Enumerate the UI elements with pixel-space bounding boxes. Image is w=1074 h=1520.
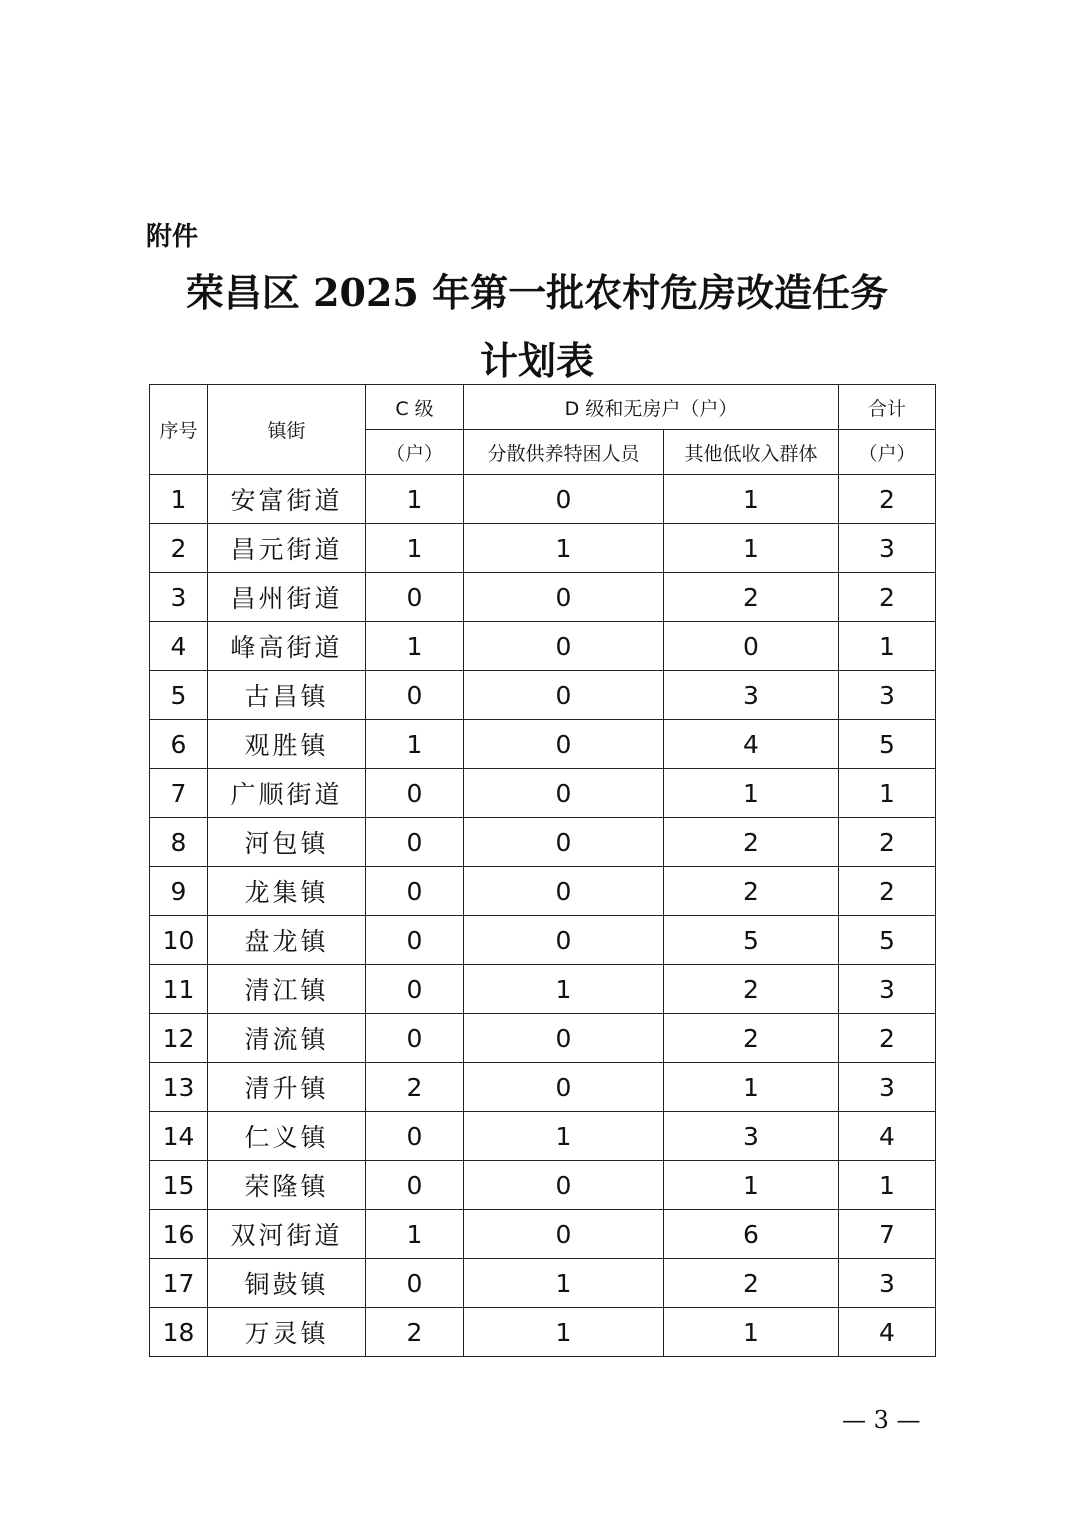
- cell-c-level: 1: [366, 622, 464, 671]
- cell-d-sub2: 1: [664, 475, 839, 524]
- table-row: [150, 1112, 936, 1161]
- cell-total: 1: [839, 1161, 936, 1210]
- header-c-level: C 级: [366, 385, 464, 430]
- table-row: [150, 1161, 936, 1210]
- cell-index: 12: [150, 1014, 208, 1063]
- cell-town: 双河街道: [208, 1210, 366, 1259]
- cell-d-sub2: 6: [664, 1210, 839, 1259]
- cell-town: 荣隆镇: [208, 1161, 366, 1210]
- header-total: 合计: [839, 385, 936, 430]
- cell-index: 2: [150, 524, 208, 573]
- document-title: 荣昌区 2025 年第一批农村危房改造任务: [185, 270, 889, 315]
- cell-town: 龙集镇: [208, 867, 366, 916]
- cell-d-sub1: 0: [464, 475, 664, 524]
- table-row: [150, 1308, 936, 1357]
- cell-d-sub2: 2: [664, 573, 839, 622]
- cell-index: 16: [150, 1210, 208, 1259]
- cell-total: 2: [839, 573, 936, 622]
- table-row: [150, 1210, 936, 1259]
- cell-d-sub2: 1: [664, 769, 839, 818]
- cell-total: 1: [839, 622, 936, 671]
- cell-c-level: 0: [366, 818, 464, 867]
- cell-d-sub1: 0: [464, 720, 664, 769]
- cell-d-sub1: 0: [464, 916, 664, 965]
- cell-d-sub1: 0: [464, 1161, 664, 1210]
- table-row: [150, 1259, 936, 1308]
- cell-index: 18: [150, 1308, 208, 1357]
- cell-town: 观胜镇: [208, 720, 366, 769]
- cell-d-sub1: 0: [464, 867, 664, 916]
- table-row: [150, 671, 936, 720]
- cell-c-level: 0: [366, 1112, 464, 1161]
- cell-town: 铜鼓镇: [208, 1259, 366, 1308]
- cell-d-sub1: 0: [464, 1210, 664, 1259]
- cell-d-sub1: 0: [464, 769, 664, 818]
- cell-total: 3: [839, 965, 936, 1014]
- cell-d-sub1: 0: [464, 671, 664, 720]
- cell-d-sub2: 4: [664, 720, 839, 769]
- header-c-level-unit: （户）: [366, 430, 464, 475]
- cell-d-sub2: 2: [664, 1014, 839, 1063]
- cell-index: 14: [150, 1112, 208, 1161]
- cell-d-sub2: 1: [664, 1161, 839, 1210]
- cell-d-sub2: 1: [664, 524, 839, 573]
- cell-c-level: 2: [366, 1308, 464, 1357]
- cell-index: 15: [150, 1161, 208, 1210]
- header-total-unit: （户）: [839, 430, 936, 475]
- cell-d-sub1: 1: [464, 1308, 664, 1357]
- cell-index: 7: [150, 769, 208, 818]
- table-row: [150, 965, 936, 1014]
- cell-c-level: 2: [366, 1063, 464, 1112]
- attachment-label: 附件: [146, 222, 199, 252]
- table-row: [150, 475, 936, 524]
- header-d-sub1: 分散供养特困人员: [464, 430, 664, 475]
- cell-c-level: 0: [366, 965, 464, 1014]
- cell-index: 10: [150, 916, 208, 965]
- cell-town: 清升镇: [208, 1063, 366, 1112]
- table-row: [150, 1063, 936, 1112]
- cell-index: 9: [150, 867, 208, 916]
- cell-d-sub2: 1: [664, 1308, 839, 1357]
- cell-d-sub1: 1: [464, 1112, 664, 1161]
- cell-d-sub2: 3: [664, 671, 839, 720]
- cell-total: 5: [839, 720, 936, 769]
- header-d-group: D 级和无房户（户）: [464, 385, 839, 430]
- cell-total: 4: [839, 1112, 936, 1161]
- page-number-text: — 3 —: [842, 1406, 921, 1434]
- cell-c-level: 0: [366, 1161, 464, 1210]
- cell-d-sub2: 0: [664, 622, 839, 671]
- cell-c-level: 0: [366, 573, 464, 622]
- cell-c-level: 0: [366, 1014, 464, 1063]
- cell-d-sub1: 0: [464, 1014, 664, 1063]
- cell-total: 2: [839, 1014, 936, 1063]
- cell-town: 河包镇: [208, 818, 366, 867]
- cell-index: 4: [150, 622, 208, 671]
- cell-d-sub2: 1: [664, 1063, 839, 1112]
- cell-total: 4: [839, 1308, 936, 1357]
- cell-d-sub2: 3: [664, 1112, 839, 1161]
- cell-d-sub1: 0: [464, 622, 664, 671]
- cell-c-level: 1: [366, 720, 464, 769]
- header-d-sub2: 其他低收入群体: [664, 430, 839, 475]
- cell-index: 8: [150, 818, 208, 867]
- cell-total: 1: [839, 769, 936, 818]
- cell-d-sub2: 2: [664, 965, 839, 1014]
- cell-town: 仁义镇: [208, 1112, 366, 1161]
- cell-d-sub1: 1: [464, 524, 664, 573]
- cell-town: 清江镇: [208, 965, 366, 1014]
- plan-table: [149, 384, 936, 1357]
- cell-c-level: 0: [366, 769, 464, 818]
- table-row: [150, 622, 936, 671]
- cell-total: 3: [839, 524, 936, 573]
- cell-total: 5: [839, 916, 936, 965]
- cell-c-level: 0: [366, 671, 464, 720]
- cell-town: 昌元街道: [208, 524, 366, 573]
- cell-index: 6: [150, 720, 208, 769]
- cell-town: 峰高街道: [208, 622, 366, 671]
- cell-town: 清流镇: [208, 1014, 366, 1063]
- cell-town: 万灵镇: [208, 1308, 366, 1357]
- table-row: [150, 818, 936, 867]
- cell-d-sub1: 0: [464, 1063, 664, 1112]
- cell-c-level: 0: [366, 867, 464, 916]
- cell-total: 7: [839, 1210, 936, 1259]
- cell-c-level: 1: [366, 475, 464, 524]
- cell-index: 11: [150, 965, 208, 1014]
- cell-c-level: 0: [366, 916, 464, 965]
- cell-total: 3: [839, 1259, 936, 1308]
- cell-index: 17: [150, 1259, 208, 1308]
- cell-d-sub2: 5: [664, 916, 839, 965]
- cell-town: 古昌镇: [208, 671, 366, 720]
- cell-index: 5: [150, 671, 208, 720]
- cell-town: 昌州街道: [208, 573, 366, 622]
- table-row: [150, 769, 936, 818]
- cell-total: 2: [839, 867, 936, 916]
- cell-d-sub1: 1: [464, 1259, 664, 1308]
- cell-d-sub2: 2: [664, 867, 839, 916]
- table-row: [150, 916, 936, 965]
- cell-total: 3: [839, 1063, 936, 1112]
- cell-d-sub2: 2: [664, 818, 839, 867]
- cell-total: 2: [839, 475, 936, 524]
- cell-d-sub1: 0: [464, 573, 664, 622]
- cell-index: 1: [150, 475, 208, 524]
- cell-town: 安富街道: [208, 475, 366, 524]
- table-row: [150, 867, 936, 916]
- cell-d-sub1: 1: [464, 965, 664, 1014]
- table-row: [150, 524, 936, 573]
- cell-town: 盘龙镇: [208, 916, 366, 965]
- cell-index: 3: [150, 573, 208, 622]
- cell-d-sub1: 0: [464, 818, 664, 867]
- table-row: [150, 573, 936, 622]
- header-town: 镇街: [208, 385, 366, 475]
- table-row: [150, 1014, 936, 1063]
- cell-d-sub2: 2: [664, 1259, 839, 1308]
- cell-total: 2: [839, 818, 936, 867]
- cell-c-level: 1: [366, 1210, 464, 1259]
- cell-index: 13: [150, 1063, 208, 1112]
- cell-total: 3: [839, 671, 936, 720]
- cell-c-level: 0: [366, 1259, 464, 1308]
- table-row: [150, 720, 936, 769]
- cell-town: 广顺街道: [208, 769, 366, 818]
- table-body: [150, 475, 936, 1357]
- document-title-line2: 计划表: [479, 338, 594, 383]
- cell-c-level: 1: [366, 524, 464, 573]
- header-index: 序号: [150, 385, 208, 475]
